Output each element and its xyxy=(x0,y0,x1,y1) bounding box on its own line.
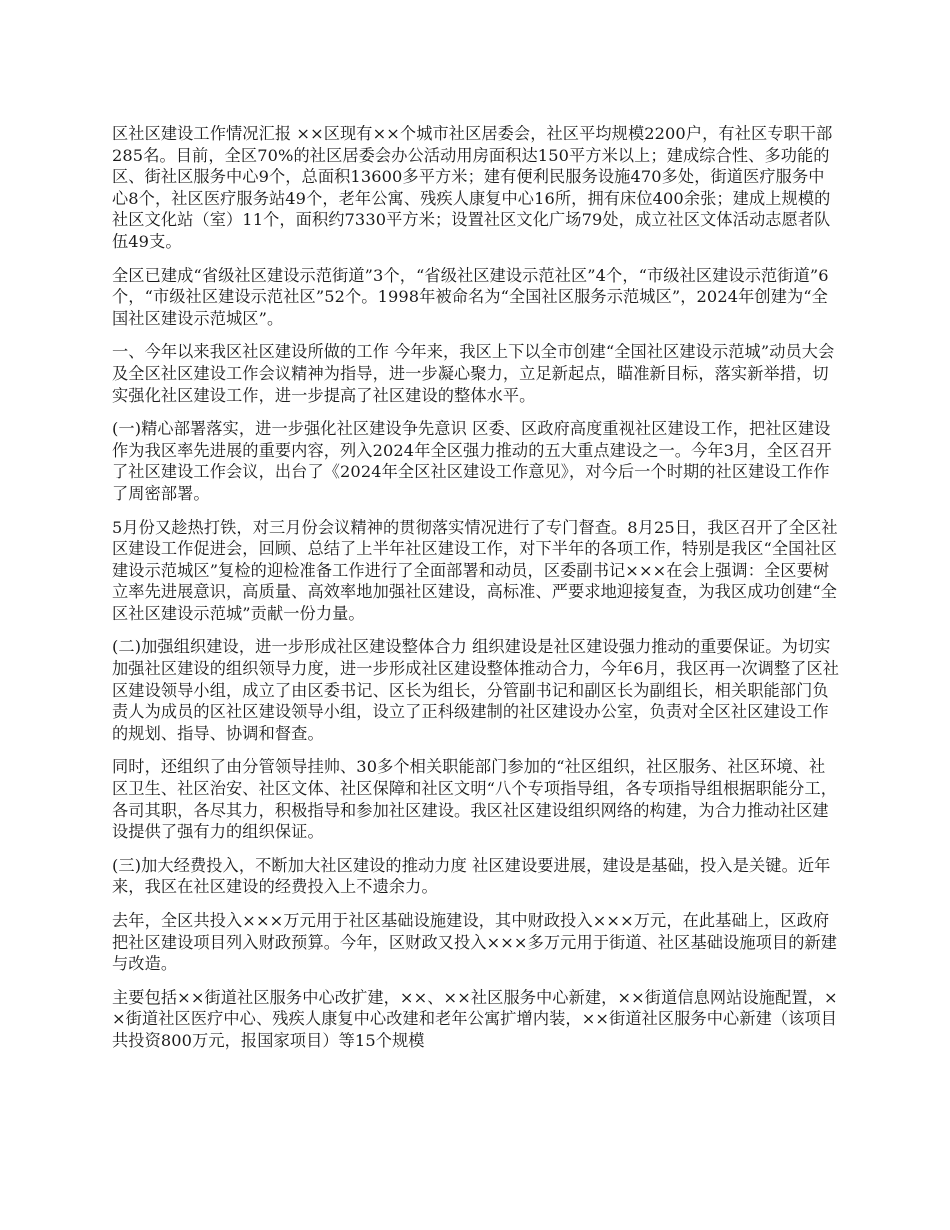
paragraph-supervision: 5月份又趁热打铁，对三月份会议精神的贯彻落实情况进行了专门督查。8月25日，我区召开了全区社区建设工作促进会，回顾、总结了上半年社区建设工作，对下半年的各项工作，特别是我区“全国社区建设示范城区”复检的迎检准备工作进行了全面部署和动员，区委副书记×××在会上强调：全区要树立率先进展意识，高质量、高效率地加强社区建设，高标准、严要求地迎接复查，为我区成功创建“全区社区建设示范城”贡献一份力量。 xyxy=(112,517,838,623)
paragraph-investment: 去年，全区共投入×××万元用于社区基础设施建设，其中财政投入×××万元，在此基础上，区政府把社区建设项目列入财政预算。今年，区财政又投入×××多万元用于街道、社区基础设施项目的新建与改造。 xyxy=(112,911,838,974)
paragraph-organization: (二)加强组织建设，进一步形成社区建设整体合力 组织建设是社区建设强力推动的重要保证。为切实加强社区建设的组织领导力度，进一步形成社区建设整体推动合力，今年6月，我区再一次调整了区社区建设领导小组，成立了由区委书记、区长为组长，分管副书记和副区长为副组长，相关职能部门负责人为成员的区社区建设领导小组，设立了正科级建制的社区建设办公室，负责对全区社区建设工作的规划、指导、协调和督查。 xyxy=(112,637,840,743)
paragraph-deployment: (一)精心部署落实，进一步强化社区建设争先意识 区委、区政府高度重视社区建设工作，把社区建设作为我区率先进展的重要内容，列入2024年全区强力推动的五大重点建设之一。今年3月，全区召开了社区建设工作会议，出台了《2024年全区社区建设工作意见》，对今后一个时期的社区建设工作作了周密部署。 xyxy=(112,419,832,503)
paragraph-section-one-intro: 一、今年以来我区社区建设所做的工作 今年来，我区上下以全市创建“全国社区建设示范城”动员大会及全区社区建设工作会议精神为指导，进一步凝心聚力，立足新起点，瞄准新目标，落实新举措，切实强化社区建设工作，进一步提高了社区建设的整体水平。 xyxy=(112,342,835,405)
document-body xyxy=(112,123,840,1064)
paragraph-funding: (三)加大经费投入，不断加大社区建设的推动力度 社区建设要进展，建设是基础，投入是关键。近年来，我区在社区建设的经费投入上不遗余力。 xyxy=(112,855,831,897)
paragraph-guidance-groups: 同时，还组织了由分管领导挂帅、30多个相关职能部门参加的“社区组织，社区服务、社区环境、社区卫生、社区治安、社区文体、社区保障和社区文明“八个专项指导组，各专项指导组根据职能分工，各司其职，各尽其力，积极指导和参加社区建设。我区社区建设组织网络的构建，为合力推动社区建设提供了强有力的组织保证。 xyxy=(112,757,838,842)
paragraph-projects: 主要包括××街道社区服务中心改扩建，××、××社区服务中心新建，××街道信息网站设施配置，××街道社区医疗中心、残疾人康复中心改建和老年公寓扩增内装，××街道社区服务中心新建（该项目共投资800万元，报国家项目）等15个规模 xyxy=(112,987,838,1050)
paragraph-community-overview: 区社区建设工作情况汇报 ××区现有××个城市社区居委会，社区平均规模2200户，有社区专职干部285名。目前，全区70%的社区居委会办公活动用房面积达150平方米以上；建成综合性、多功能的区、街社区服务中心9个，总面积13600多平方米；建有便利民服务设施470多处，街道医疗服务中心8个，社区医疗服务站49个，老年公寓、残疾人康复中心16所，拥有床位400余张；建成上规模的社区文化站（室）11个，面积约7330平方米；设置社区文化广场79处，成立社区文体活动志愿者队伍49支。 xyxy=(112,124,833,251)
paragraph-demonstration-titles: 全区已建成“省级社区建设示范街道”3个，“省级社区建设示范社区”4个，“市级社区建设示范街道”6个，“市级社区建设示范社区”52个。1998年被命名为“全国社区服务示范城区”，2024年创建为“全国社区建设示范城区”。 xyxy=(112,265,829,328)
